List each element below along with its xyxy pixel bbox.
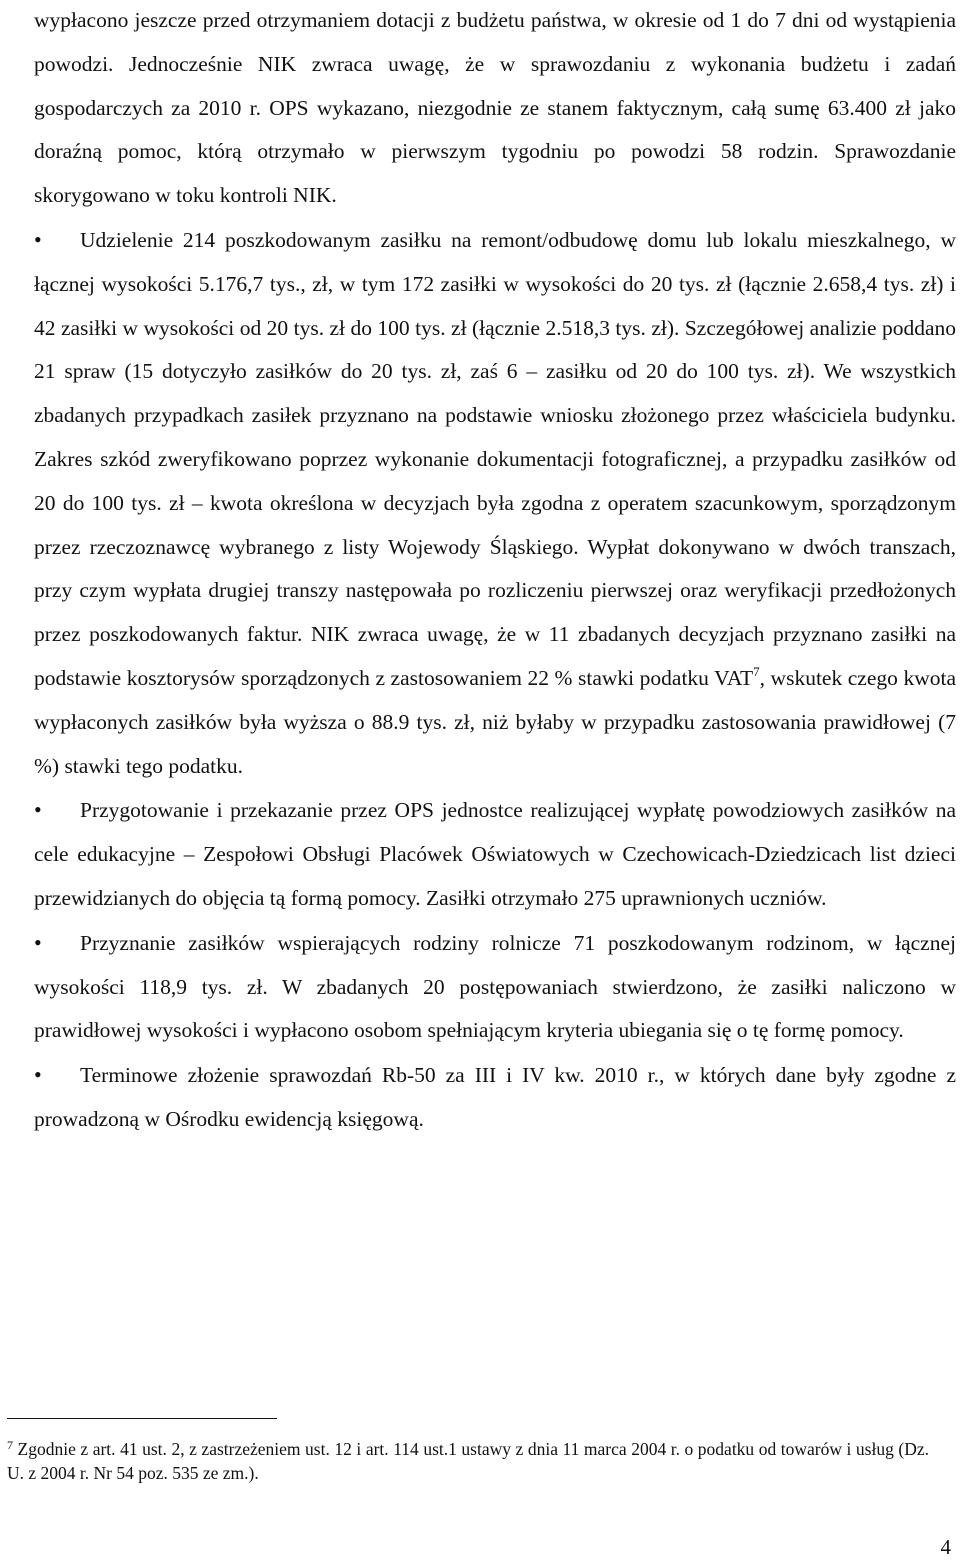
bullet-icon: • — [34, 797, 42, 823]
footnote — [7, 1437, 929, 1485]
bullet-icon: • — [34, 1062, 42, 1088]
bullet-item-2-text-main: Przygotowanie i przekazanie przez OPS jednostce realizującej wypłatę powodziowych zasiłków na cele edukacyjne – Zespołowi Obsługi Placówek Oświatowych w Czechowicach-Dziedzicach list dzieci przewidzianych do objęcia tą formą pomocy. Zasiłki otrzymało 275 uprawnionych uczniów. — [34, 798, 956, 910]
footnote-text: Zgodnie z art. 41 ust. 2, z zastrzeżeniem ust. 12 i art. 114 ust.1 ustawy z dnia 11 marca 2004 r. o podatku od towarów i usług (Dz. U. z 2004 r. Nr 54 poz. 535 ze zm.). — [7, 1439, 929, 1483]
bullet-icon: • — [34, 929, 42, 955]
bullet-item-4-text-main: Terminowe złożenie sprawozdań Rb-50 za III i IV kw. 2010 r., w których dane były zgodne z prowadzoną w Ośrodku ewidencją księgową. — [34, 1063, 956, 1131]
continuation-paragraph: wypłacono jeszcze przed otrzymaniem dotacji z budżetu państwa, w okresie od 1 do 7 dni od wystąpienia powodzi. Jednocześnie NIK zwraca uwagę, że w sprawozdaniu z wykonania budżetu i zadań gospodarczych za 2010 r. OPS wykazano, niezgodnie ze stanem faktycznym, całą sumę 63.400 zł jako doraźną pomoc, którą otrzymało w pierwszym tygodniu po powodzi 58 rodzin. Sprawozdanie skorygowano w toku kontroli NIK. — [34, 8, 956, 208]
bullet-item-1-text-main: Udzielenie 214 poszkodowanym zasiłku na remont/odbudowę domu lub lokalu mieszkalnego, w łącznej wysokości 5.176,7 tys., zł, w tym 172 zasiłki w wysokości do 20 tys. zł (łącznie 2.658,4 tys. zł) i 42 zasiłki w wysokości od 20 tys. zł do 100 tys. zł (łącznie 2.518,3 tys. zł). Szczegółowej analizie poddano 21 spraw (15 dotyczyło zasiłków do 20 tys. zł, zaś 6 – zasiłku od 20 do 100 tys. zł). We wszystkich zbadanych przypadkach zasiłek przyznano na podstawie wniosku złożonego przez właściciela budynku. Zakres szkód zweryfikowano poprzez wykonanie dokumentacji fotograficznej, a przypadku zasiłków od 20 do 100 tys. zł – kwota określona w decyzjach była zgodna z operatem szacunkowym, sporządzonym przez rzeczoznawcę wybranego z listy Wojewody Śląskiego. Wypłat dokonywano w dwóch transzach, przy czym wypłata drugiej transzy następowała po rozliczeniu pierwszej oraz weryfikacji przedłożonych przez poszkodowanych faktur. NIK zwraca uwagę, że w 11 zbadanych decyzjach przyznano zasiłki na podstawie kosztorysów sporządzonych z zastosowaniem 22 % stawki podatku VAT — [34, 227, 956, 690]
bullet-item-3-text-main: Przyznanie zasiłków wspierających rodziny rolnicze 71 poszkodowanym rodzinom, w łącznej wysokości 118,9 tys. zł. W zbadanych 20 postępowaniach stwierdzono, że zasiłki naliczono w prawidłowej wysokości i wypłacono osobom spełniającym kryteria ubiegania się o tę formę pomocy. — [34, 930, 956, 1043]
bullet-item-1-text-tail: , wskutek czego kwota wypłaconych zasiłków była wyższa o 88.9 tys. zł, niż byłaby w przypadku zastosowania prawidłowej (7 %) stawki tego podatku. — [34, 665, 956, 778]
bullet-icon: • — [34, 226, 42, 252]
footnote-separator — [7, 1418, 277, 1419]
page-number: 4 — [940, 1535, 951, 1559]
footer-area — [7, 0, 957, 1561]
footnote-number: 7 — [7, 1438, 13, 1452]
footnote-reference[interactable]: 7 — [753, 663, 760, 679]
